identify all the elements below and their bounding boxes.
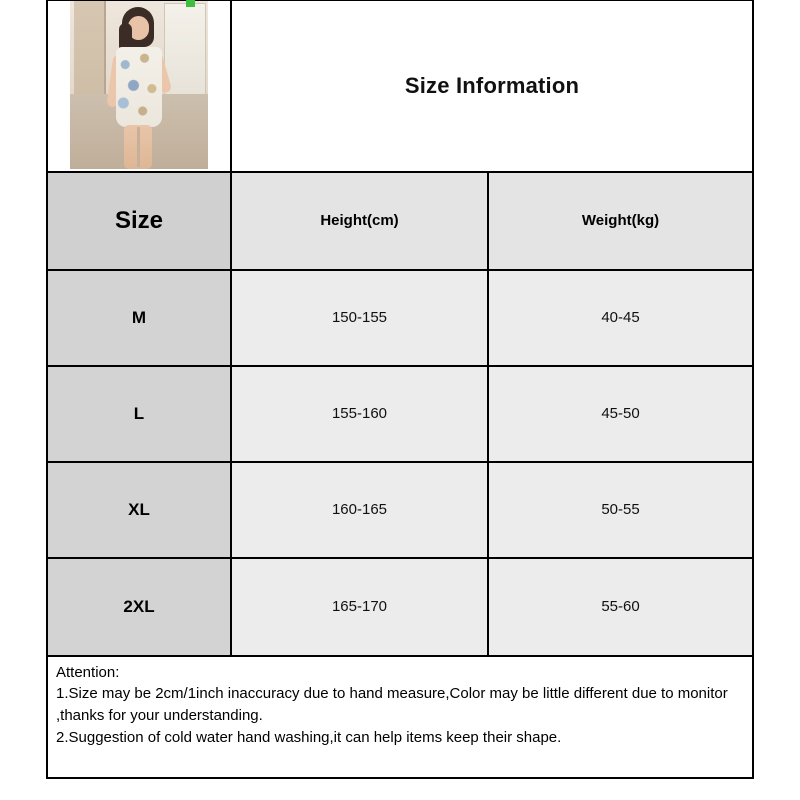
attention-block: [48, 655, 752, 777]
cell-height-value: 150-155: [331, 309, 388, 327]
cell-height-value: 165-170: [331, 598, 388, 616]
table-row: [48, 463, 752, 559]
cell-weight: [489, 463, 752, 557]
attention-note-2: 2.Suggestion of cold water hand washing,it can help items keep their shape.: [56, 728, 562, 746]
photo-model: [106, 7, 170, 169]
cell-weight-value: 50-55: [601, 501, 640, 519]
cell-height: [232, 367, 489, 461]
header-cell-size: [48, 173, 232, 269]
header-label-size: Size: [114, 206, 164, 234]
cell-weight-value: 45-50: [601, 405, 640, 423]
cell-weight: [489, 559, 752, 655]
green-marker-icon: [186, 0, 195, 7]
model-leg-gap: [137, 127, 140, 167]
product-photo-cell: [48, 1, 232, 171]
cell-size: [48, 271, 232, 365]
chart-title: Size Information: [404, 72, 580, 98]
product-photo: [70, 1, 208, 169]
cell-height: [232, 463, 489, 557]
cell-weight: [489, 271, 752, 365]
table-row: [48, 271, 752, 367]
cell-size-label: L: [133, 403, 145, 423]
cell-height-value: 160-165: [331, 501, 388, 519]
header-cell-height: [232, 173, 489, 269]
cell-weight-value: 40-45: [601, 309, 640, 327]
header-cell-weight: [489, 173, 752, 269]
cell-weight: [489, 367, 752, 461]
header-label-height: Height(cm): [320, 212, 399, 230]
cell-size: [48, 463, 232, 557]
table-row: [48, 559, 752, 655]
chart-header-band: [48, 1, 752, 173]
cell-height: [232, 271, 489, 365]
size-table: [48, 173, 752, 655]
chart-title-cell: [232, 1, 752, 171]
table-row: [48, 367, 752, 463]
cell-weight-value: 55-60: [601, 598, 640, 616]
header-label-weight: Weight(kg): [581, 212, 660, 230]
model-floral-dress: [116, 47, 162, 127]
cell-height-value: 155-160: [331, 405, 388, 423]
cell-height: [232, 559, 489, 655]
cell-size: [48, 559, 232, 655]
size-chart: [46, 0, 754, 779]
cell-size-label: 2XL: [123, 596, 155, 616]
attention-heading: Attention:: [56, 663, 120, 681]
cell-size-label: XL: [128, 499, 150, 519]
attention-note-1: 1.Size may be 2cm/1inch inaccuracy due to hand measure,Color may be little different due to monitor ,thanks for your understanding.: [56, 685, 728, 725]
cell-size: [48, 367, 232, 461]
cell-size-label: M: [131, 307, 147, 327]
table-header-row: [48, 173, 752, 271]
